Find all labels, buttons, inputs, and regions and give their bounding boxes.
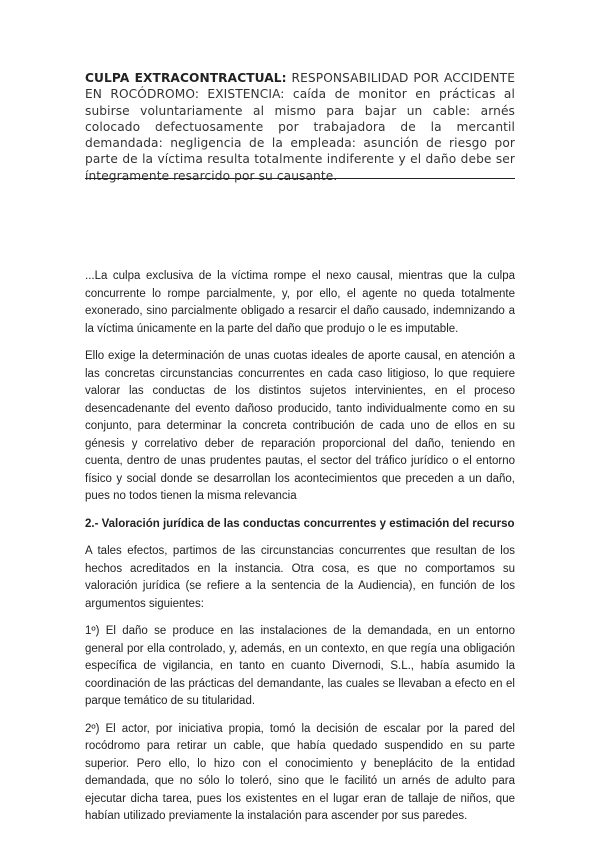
paragraph-5: 2º) El actor, por iniciativa propia, tomó la decisión de escalar por la pared del rocódromo para retirar un cable, que había quedado suspendido en su parte superior. Pero ello, lo hizo con el conocimiento y beneplácito de la entidad demandada, que no sólo lo toleró, sino que le facilitó un arnés de adulto para ejecutar dicha tarea, pues los existentes en el lugar eran de tallaje de niños, que habían utilizado previamente la instalación para ascender por sus paredes. bbox=[85, 722, 515, 822]
header-title-rest: RESPONSABILIDAD POR ACCIDENTE EN ROCÓDROMO: EXISTENCIA: caída de monitor en prácticas al subirse voluntariamente al mismo para bajar un cable: arnés colocado defectuosamente por trabajadora de la mercantil demandada: negligencia de la empleada: asunción de riesgo por parte de la víctima resulta totalmente indiferente y el daño debe ser íntegramente resarcido por su causante. bbox=[85, 71, 515, 183]
paragraph-2: Ello exige la determinación de unas cuotas ideales de aporte causal, en atención a las concretas circunstancias concurrentes en cada caso litigioso, lo que requiere valorar las conductas de los distintos sujetos intervinientes, en el proceso desencadenante del evento dañoso producido, tanto individualmente como en su conjunto, para determinar la concreta contribución de cada uno de ellos en su génesis y correlativo deber de reparación proporcional del daño, teniendo en cuenta, dentro de unas prudentes pautas, el sector del tráfico jurídico o el entorno físico y social donde se desarrollan los acontecimientos que preceden a un daño, pues no todos tienen la misma relevancia bbox=[85, 350, 515, 502]
paragraph-4: 1º) El daño se produce en las instalaciones de la demandada, en un entorno general por ella controlado, y, además, en un contexto, en que regía una obligación específica de vigilancia, en tanto en cuanto Divernodi, S.L., había asumido la coordinación de las prácticas del demandante, las cuales se llevaban a efecto en el parque temático de su titularidad. bbox=[85, 625, 515, 707]
section-heading: 2.- Valoración jurídica de las conductas concurrentes y estimación del recurso bbox=[85, 517, 515, 530]
paragraph-1: ...La culpa exclusiva de la víctima rompe el nexo causal, mientras que la culpa concurrente lo rompe parcialmente, y, por ello, el agente no queda totalmente exonerado, sino parcialmente obligado a resarcir el daño causado, indemnizando a la víctima únicamente en la parte del daño que produjo o le es imputable. bbox=[85, 270, 515, 335]
document-body bbox=[85, 268, 515, 836]
header-divider bbox=[85, 178, 515, 179]
summary-header bbox=[85, 70, 515, 184]
header-title-bold: CULPA EXTRACONTRACTUAL: bbox=[85, 71, 287, 85]
paragraph-3: A tales efectos, partimos de las circunstancias concurrentes que resultan de los hechos acreditados en la instancia. Otra cosa, es que no comportamos su valoración jurídica (se refiere a la sentencia de la Audiencia), en función de los argumentos siguientes: bbox=[85, 545, 515, 610]
